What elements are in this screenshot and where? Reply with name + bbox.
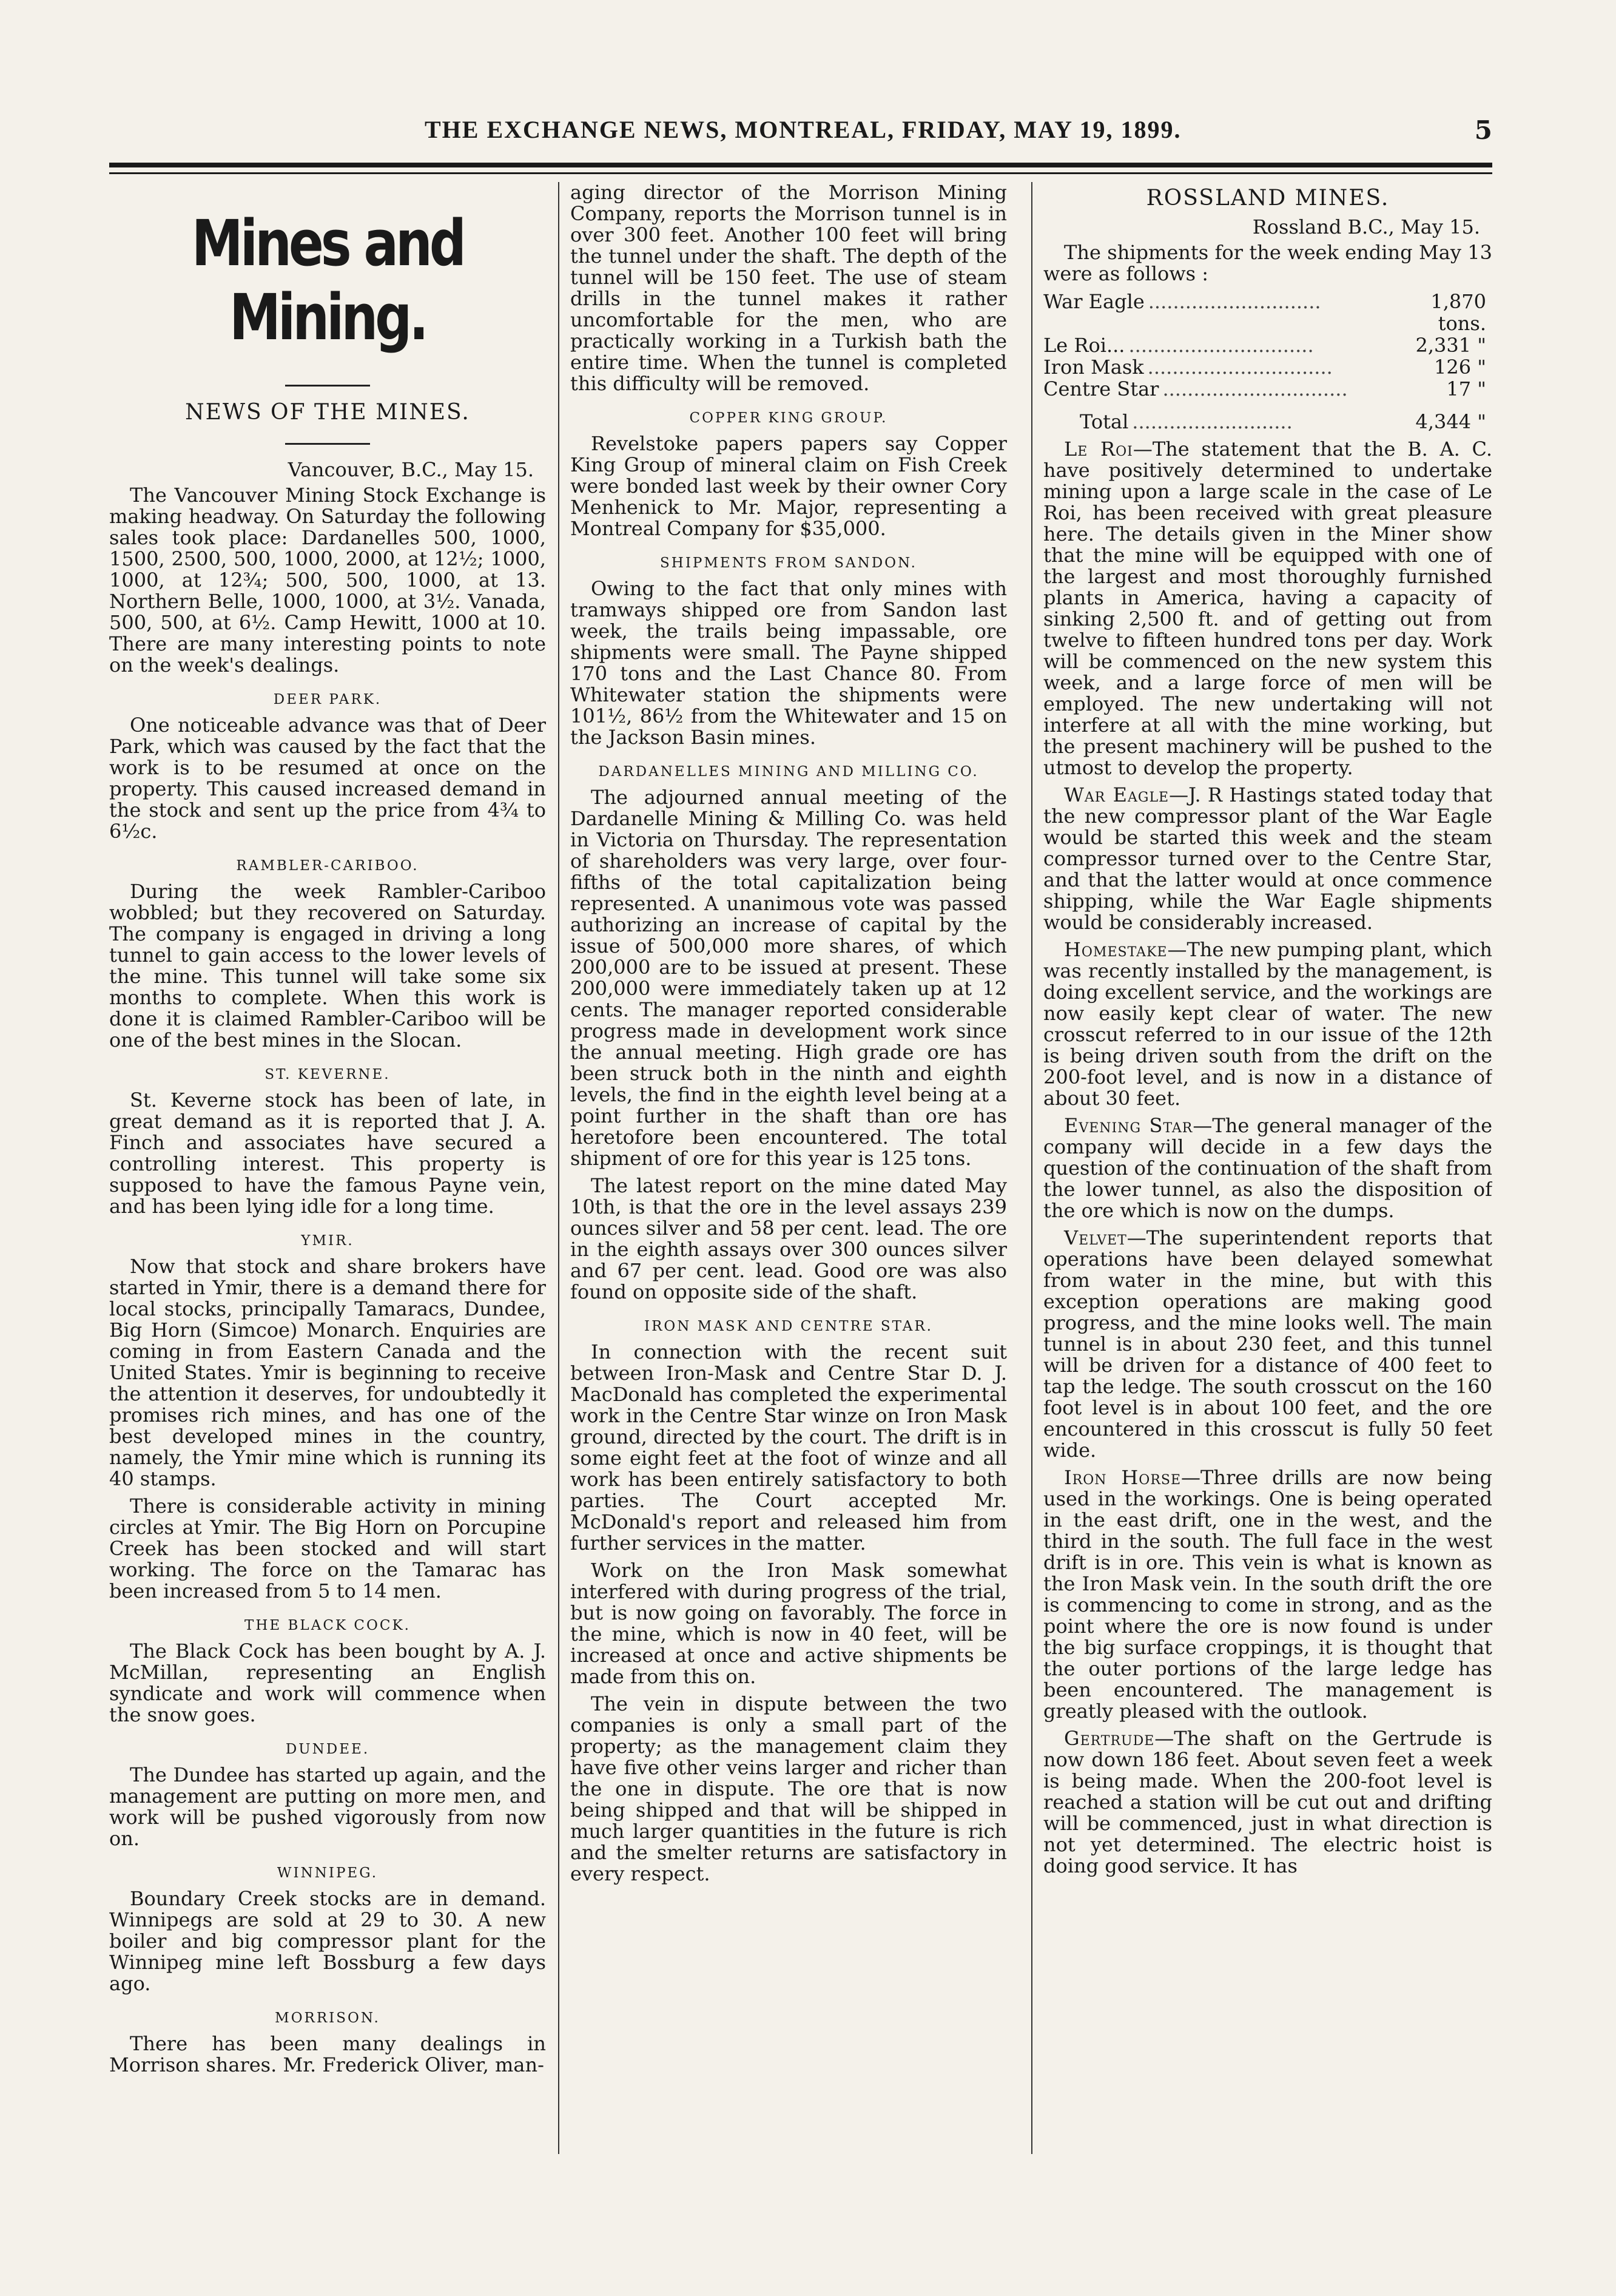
shipment-tons: 2,331 " <box>1415 334 1486 357</box>
article-paragraph: During the week Rambler-Cariboo wobbled; but they recovered on Saturday. The company is engaged in driving a long tunnel to gain access to the lower levels of the mine. This tunnel will take some six months to complete. When this work is done it is claimed Rambler-Cariboo will be one of the best mines in the Slocan. <box>109 880 546 1052</box>
paragraph-body: —The general manager of the company will decide in a few days the question of the continuation of the shaft from the lower tunnel, as also the disposition of the ore which is now on the dumps. <box>1043 1114 1492 1222</box>
total-label: Total <box>1080 410 1129 433</box>
paragraph-body: —J. R Hastings stated today that the new compressor plant of the War Eagle would be started this week and the steam compressor turned over to the Centre Star, and that the latter would at once commence shipping, while the War Eagle shipments would be considerably increased. <box>1043 783 1492 934</box>
article-paragraph: The shipments for the week ending May 13 were as follows : <box>1043 241 1492 285</box>
column-3 <box>1043 182 1492 2233</box>
subhead: MORRISON. <box>275 2010 380 2026</box>
article-paragraph: Revelstoke papers papers say Copper King Group of mineral claim on Fish Creek were bonded last week by their owner Cory Menhenick to Mr. Major, representing a Montreal Company for $35,000. <box>570 432 1007 540</box>
column-divider <box>558 182 559 2154</box>
dateline: Vancouver, B.C., May 15. <box>288 458 534 481</box>
article-paragraph: The adjourned annual meeting of the Dardanelle Mining & Milling Co. was held in Victoria on Thursday. The representation of shareholders was very large, over four-fifths of the total capitalization being represented. A unanimous vote was passed authorizing an increase of capital by the issue of 500,000 more shares, of which 200,000 are to be issued at present. These 200,000 were immediately taken up at 12 cents. The manager reported considerable progress made in development work since the annual meeting. High grade ore has been struck both in the ninth and eighth levels, the find in the eighth level being at a point further in the shaft than ore has heretofore been encountered. The total shipment of ore for this year is 125 tons. <box>570 786 1007 1170</box>
article-paragraph: Now that stock and share brokers have started in Ymir, there is a demand there for local stocks, principally Tamaracs, Dundee, Big Horn (Simcoe) Monarch. Enquiries are coming in from Eastern Canada and the United States. Ymir is beginning to receive the attention it deserves, for undoubtedly it promises rich mines, and has one of the best developed mines in the country, namely, the Ymir mine which is running its 40 stamps. <box>109 1255 546 1490</box>
subhead: DARDANELLES MINING AND MILLING CO. <box>598 764 979 780</box>
shipment-row <box>1043 334 1492 356</box>
leader-dots: .......................... <box>1132 411 1293 433</box>
article-paragraph <box>1043 1115 1492 1221</box>
paragraph-lead: Iron Horse <box>1064 1466 1182 1489</box>
shipment-row <box>1043 378 1492 400</box>
header-rule-thin <box>109 172 1492 174</box>
column-divider <box>1031 182 1032 2154</box>
paragraph-lead: Velvet <box>1064 1226 1127 1249</box>
section-title: ROSSLAND MINES. <box>1146 186 1390 211</box>
shipment-mine: War Eagle <box>1043 290 1145 313</box>
leader-dots: .............................. <box>1128 334 1314 356</box>
section-masthead: Mines and Mining. <box>191 206 464 354</box>
article-paragraph <box>1043 439 1492 778</box>
article-paragraph <box>1043 1227 1492 1461</box>
leader-dots: .............................. <box>1162 378 1348 400</box>
article-paragraph: The Black Cock has been bought by A. J. McMillan, representing an English syndicate and work will commence when the snow goes. <box>109 1639 546 1726</box>
header-rule-thick <box>109 163 1492 167</box>
article-paragraph <box>1043 1728 1492 1877</box>
subhead: DEER PARK. <box>273 692 382 707</box>
paragraph-body: —Three drills are now being used in the workings. One is being operated in the east drift, one in the west, and the third in the south. The full face in the west drift is in ore. This vein is what is known as the Iron Mask vein. In the south drift the ore is commencing to come in strong, and as the point where the ore is now found is under the big surface croppings, it is thought that the outer portions of the large ledge has been encountered. The management is greatly pleased with the outlook. <box>1043 1466 1492 1723</box>
article-paragraph: There is considerable activity in mining circles at Ymir. The Big Horn on Porcupine Creek has been stocked and will start working. The force on the Tamarac has been increased from 5 to 14 men. <box>109 1494 546 1602</box>
article-paragraph: Owing to the fact that only mines with tramways shipped ore from Sandon last week, the trails being impassable, ore shipments were small. The Payne shipped 170 tons and the Last Chance 80. From Whitewater station the shipments were 101½, 86½ from the Whitewater and 15 on the Jackson Basin mines. <box>570 577 1007 749</box>
leader-dots: ............................ <box>1148 291 1321 313</box>
article-paragraph: One noticeable advance was that of Deer Park, which was caused by the fact that the work is to be resumed at once on the property. This caused increased demand in the stock and sent up the price from 4¾ to 6½c. <box>109 714 546 843</box>
dateline: Rossland B.C., May 15. <box>1252 215 1480 238</box>
section-kicker: NEWS OF THE MINES. <box>185 400 470 425</box>
paragraph-lead: War Eagle <box>1064 783 1170 806</box>
short-rule <box>285 385 370 387</box>
article-paragraph <box>1043 939 1492 1109</box>
subhead: IRON MASK AND CENTRE STAR. <box>644 1319 933 1334</box>
subhead: ST. KEVERNE. <box>264 1067 391 1082</box>
paragraph-body: —The statement that the B. A. C. have positively determined to undertake mining upon a large scale in the case of Le Roi, has been received with great pleasure here. The details given in the Miner show that the mine will be equipped with one of the largest and most thoroughly furnished plants in America, having a capacity of sinking 2,500 ft. and of getting out from twelve to fifteen hundred tons per day. Work will be commenced on the new system this week, and a large force of men will be employed. The new undertaking will not interfere at all with the mine working, but the present machinery will be pushed to the utmost to develop the property. <box>1043 437 1492 779</box>
subhead: THE BLACK COCK. <box>244 1618 411 1633</box>
article-paragraph: The Dundee has started up again, and the management are putting on more men, and work will be pushed vigorously from now on. <box>109 1763 546 1850</box>
article-paragraph: aging director of the Morrison Mining Company, reports the Morrison tunnel is in over 300 feet. Another 100 feet will bring the tunnel under the shaft. The depth of the tunnel will be 150 feet. The use of steam drills in the tunnel makes it rather uncomfortable for the men, who are practically working in a Turkish bath the entire time. When the tunnel is completed this difficulty will be removed. <box>570 182 1007 395</box>
page-number: 5 <box>1474 115 1492 145</box>
shipment-row <box>1043 291 1492 334</box>
paragraph-body: —The superintendent reports that operations have been delayed somewhat from water in the mine, but with this exception operations are making good progress, and the mine looks well. The main tunnel is in about 230 feet, and this tunnel will be driven for a distance of 400 feet to tap the ledge. The south crosscut on the 160 foot level is in about 100 feet, and the ore encountered in this crosscut is fully 50 feet wide. <box>1043 1226 1492 1462</box>
short-rule <box>285 443 370 445</box>
leader-dots: .............................. <box>1147 356 1333 378</box>
shipments-table <box>1043 291 1492 433</box>
subhead: YMIR. <box>301 1233 354 1249</box>
page-header <box>109 109 1492 158</box>
paragraph-lead: Evening Star <box>1064 1114 1193 1137</box>
article-paragraph: St. Keverne stock has been of late, in great demand as it is reported that J. A. Finch and associates have secured a controlling interest. This property is supposed to have the famous Payne vein, and has been lying idle for a long time. <box>109 1089 546 1218</box>
subhead: SHIPMENTS FROM SANDON. <box>660 555 917 571</box>
subhead: RAMBLER-CARIBOO. <box>236 858 419 874</box>
shipment-total-row <box>1043 411 1492 433</box>
article-paragraph: The Vancouver Mining Stock Exchange is making headway. On Saturday the following sales took place: Dardanelles 500, 1000, 1500, 2500, 500, 1000, 2000, at 12½; 1000, 1000, at 12¾; 500, 500, 1000, at 13. Northern Belle, 1000, 1000, at 3½. Vanada, 500, 500, at 6½. Camp Hewitt, 1000 at 10. There are many interesting points to note on the week's dealings. <box>109 484 546 677</box>
article-paragraph: Work on the Iron Mask somewhat interfered with during progress of the trial, but is now going on favorably. The force in the mine, which is now in 40 feet, will be increased at once and active shipments be made from this on. <box>570 1559 1007 1688</box>
article-paragraph: Boundary Creek stocks are in demand. Winnipegs are sold at 29 to 30. A new boiler and big compressor plant for the Winnipeg mine left Bossburg a few days ago. <box>109 1887 546 1995</box>
column-2 <box>570 182 1007 2233</box>
subhead: COPPER KING GROUP. <box>689 410 888 426</box>
shipment-tons: 17 " <box>1446 377 1486 400</box>
column-1 <box>109 182 546 2233</box>
article-paragraph <box>1043 785 1492 933</box>
shipment-tons: 1,870 tons. <box>1430 290 1486 335</box>
subhead: DUNDEE. <box>285 1741 370 1757</box>
header-title: THE EXCHANGE NEWS, MONTREAL, FRIDAY, MAY 19, 1899. <box>425 116 1182 143</box>
article-paragraph: There has been many dealings in Morrison shares. Mr. Frederick Oliver, man- <box>109 2032 546 2076</box>
paragraph-body: —The new pumping plant, which was recently installed by the management, is doing excellent service, and the workings are now easily kept clear of water. The new crosscut referred to in our issue of the 12th is being driven south from the drift on the 200-foot level, and is now in a distance of about 30 feet. <box>1043 938 1492 1110</box>
total-tons: 4,344 " <box>1415 410 1486 433</box>
paragraph-lead: Gertrude <box>1064 1727 1155 1750</box>
paragraph-lead: Homestake <box>1064 938 1168 961</box>
article-paragraph: The latest report on the mine dated May 10th, is that the ore in the level assays 239 ounces silver and 58 per cent. lead. The ore in the eighth assays over 300 ounces silver and 67 per cent. lead. Good ore was also found on opposite side of the shaft. <box>570 1174 1007 1303</box>
shipment-row <box>1043 356 1492 378</box>
article-paragraph: The vein in dispute between the two companies is only a small part of the property; as the management claim they have five other veins larger and richer than the one in dispute. The ore that is now being shipped and that will be shipped in much larger quantities in the future is rich and the smelter returns are satisfactory in every respect. <box>570 1692 1007 1885</box>
paragraph-body: —The shaft on the Gertrude is now down 186 feet. About seven feet a week is being made. When the 200-foot level is reached a station will be cut out and drifting will be commenced, just in what direction is not yet determined. The electric hoist is doing good service. It has <box>1043 1727 1492 1877</box>
subhead: WINNIPEG. <box>277 1865 379 1881</box>
paragraph-lead: Le Roi <box>1064 437 1133 461</box>
article-paragraph: In connection with the recent suit between Iron-Mask and Centre Star D. J. MacDonald has completed the experimental work in the Centre Star winze on Iron Mask ground, directed by the court. The drift is in some eight feet at the foot of winze and all work has been entirely satisfactory to both parties. The Court accepted Mr. McDonald's report and released him from further services in the matter. <box>570 1340 1007 1555</box>
shipment-mine: Centre Star <box>1043 377 1159 400</box>
article-paragraph <box>1043 1467 1492 1722</box>
shipment-mine: Le Roi... <box>1043 334 1125 357</box>
shipment-mine: Iron Mask <box>1043 356 1144 379</box>
shipment-tons: 126 " <box>1434 356 1486 379</box>
